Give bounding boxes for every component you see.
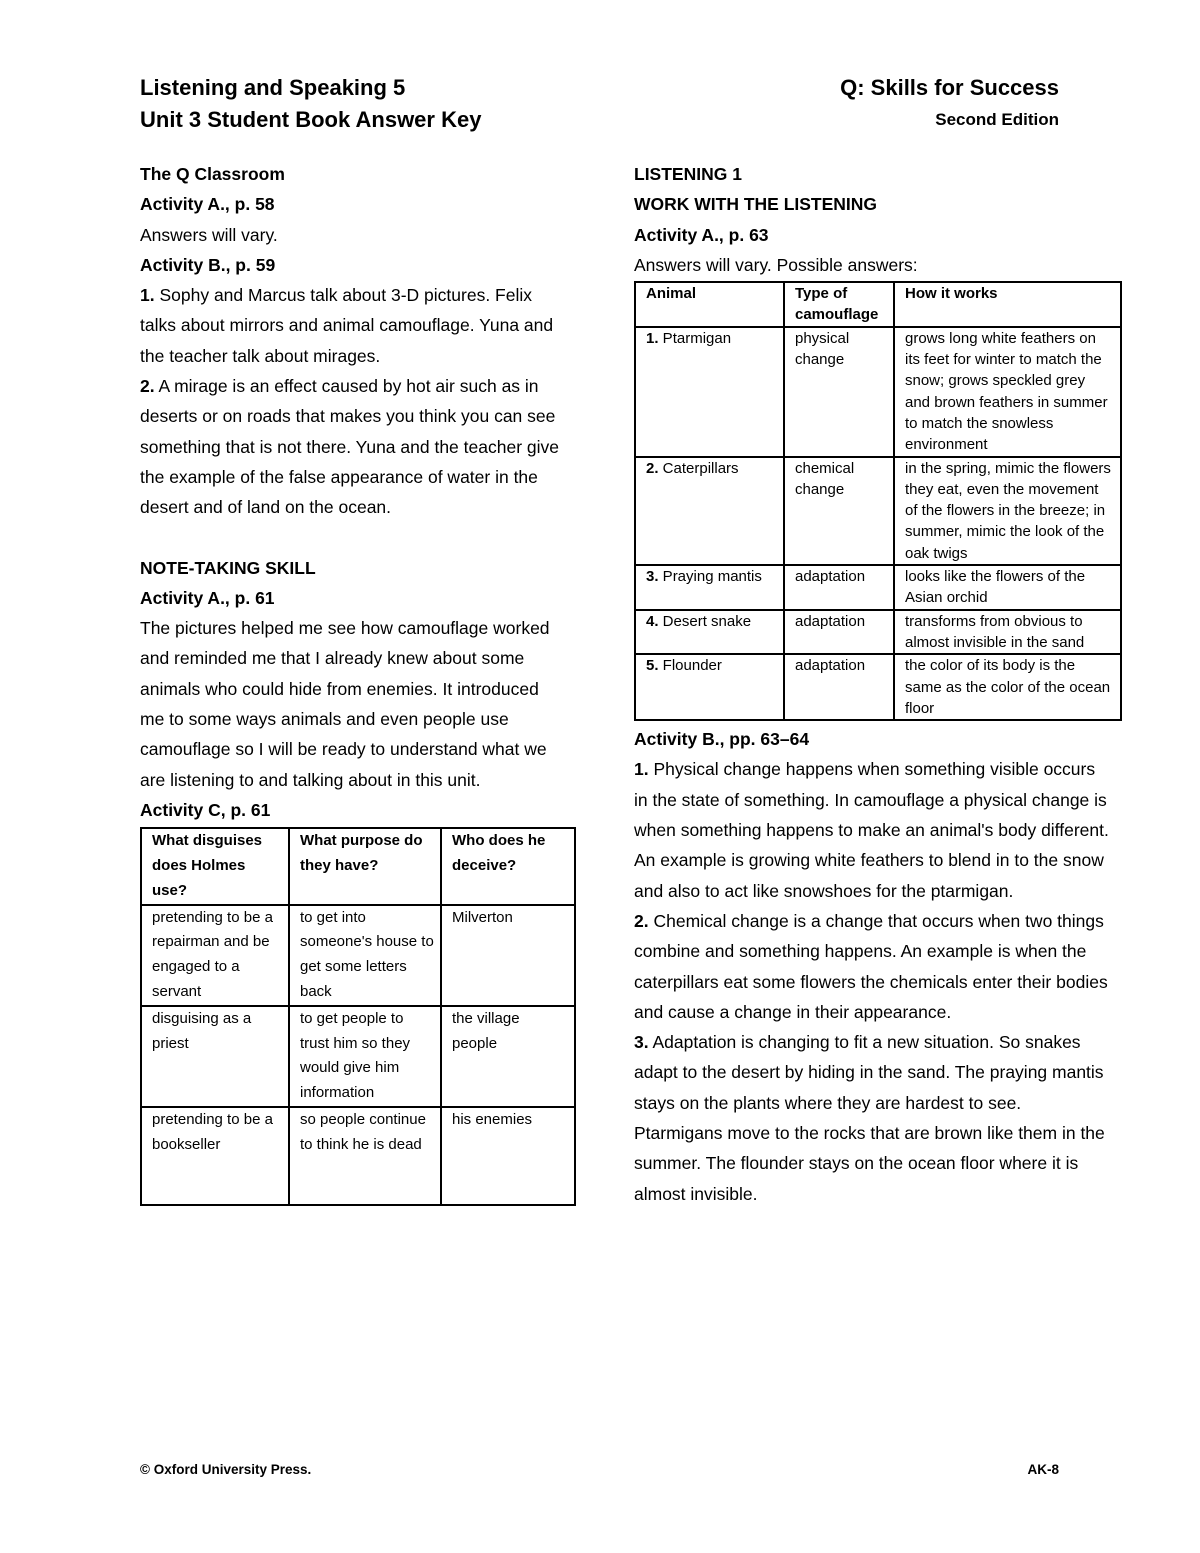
- section-heading-work-with-listening: WORK WITH THE LISTENING: [634, 194, 878, 215]
- table-header-cell: How it works: [894, 282, 1121, 327]
- answer-key-title: Unit 3 Student Book Answer Key: [140, 107, 482, 132]
- document-header-right: [840, 72, 1059, 136]
- activity-heading: Activity A., p. 63: [634, 224, 769, 245]
- table-header-cell: Animal: [635, 282, 784, 327]
- animal-camouflage-table: [634, 281, 1122, 721]
- left-column: [140, 159, 560, 1206]
- table-header-cell: What disguises does Holmes use?: [141, 828, 289, 904]
- table-cell: the village people: [441, 1006, 575, 1107]
- numbered-answer: [634, 1027, 1112, 1209]
- answer-text: Answers will vary.: [140, 224, 278, 245]
- document-header-left: [140, 72, 481, 136]
- answer-number: 3.: [634, 1032, 649, 1053]
- table-row: [141, 1006, 575, 1107]
- table-header-cell: Who does he deceive?: [441, 828, 575, 904]
- table-row: [141, 1107, 575, 1205]
- table-row: [635, 610, 1121, 655]
- table-cell-animal: 1. Ptarmigan: [635, 327, 784, 457]
- table-cell-how: the color of its body is the same as the color of the ocean floor: [894, 654, 1121, 720]
- answer-text: Adaptation is changing to fit a new situation. So snakes adapt to the desert by hiding in the sand. The praying mantis stays on the plants where they are hardest to see. Ptarmigans move to the rocks that are brown like them in the summer. The flounder stays on the ocean floor where it is almost invisible.: [634, 1032, 1105, 1204]
- section-heading-listening-1: LISTENING 1: [634, 164, 742, 184]
- table-row: [635, 457, 1121, 565]
- book-title: Listening and Speaking 5: [140, 75, 406, 100]
- answer-text: Sophy and Marcus talk about 3-D pictures. Felix talks about mirrors and animal camouflage. Yuna and the teacher talk about mirages.: [140, 285, 554, 366]
- series-title: Q: Skills for Success: [840, 75, 1059, 100]
- right-column: [634, 159, 1112, 1209]
- table-cell: so people continue to think he is dead: [289, 1107, 441, 1205]
- numbered-answer: [634, 906, 1112, 1027]
- table-cell-how: grows long white feathers on its feet for winter to match the snow; grows speckled grey and brown feathers in summer to match the snowless environment: [894, 327, 1121, 457]
- numbered-answer: [634, 754, 1112, 905]
- activity-heading: Activity C, p. 61: [140, 799, 271, 820]
- table-header-cell: Type of camouflage: [784, 282, 894, 327]
- table-cell-animal: 4. Desert snake: [635, 610, 784, 655]
- table-row: [635, 654, 1121, 720]
- table-cell: pretending to be a repairman and be engaged to a servant: [141, 905, 289, 1006]
- answer-text: Chemical change is a change that occurs when two things combine and something happens. An example is when the caterpillars eat some flowers the chemicals enter their bodies and cause a change in their appearance.: [634, 910, 1108, 1022]
- answer-number: 2.: [140, 376, 155, 397]
- table-cell: disguising as a priest: [141, 1006, 289, 1107]
- table-cell-animal: 3. Praying mantis: [635, 565, 784, 610]
- table-row: [635, 327, 1121, 457]
- table-row: [635, 565, 1121, 610]
- holmes-disguises-table: [140, 827, 576, 1206]
- answer-number: 2.: [634, 910, 649, 931]
- activity-heading: Activity A., p. 58: [140, 194, 275, 215]
- edition-label: Second Edition: [935, 110, 1059, 129]
- table-cell-how: transforms from obvious to almost invisible in the sand: [894, 610, 1121, 655]
- table-cell-type: physical change: [784, 327, 894, 457]
- table-cell-animal: 5. Flounder: [635, 654, 784, 720]
- activity-heading: Activity A., p. 61: [140, 587, 275, 608]
- copyright-footer: © Oxford University Press.: [140, 1462, 312, 1477]
- table-cell: Milverton: [441, 905, 575, 1006]
- table-cell-type: chemical change: [784, 457, 894, 565]
- table-header-cell: What purpose do they have?: [289, 828, 441, 904]
- table-cell-type: adaptation: [784, 654, 894, 720]
- answer-text: Answers will vary. Possible answers:: [634, 254, 918, 275]
- table-cell: his enemies: [441, 1107, 575, 1205]
- table-cell-type: adaptation: [784, 610, 894, 655]
- table-cell-how: looks like the flowers of the Asian orchid: [894, 565, 1121, 610]
- activity-heading: Activity B., p. 59: [140, 254, 276, 275]
- answer-text: A mirage is an effect caused by hot air such as in deserts or on roads that makes you think you can see something that is not there. Yuna and the teacher give the example of the false appearance of water in the desert and of land on the ocean.: [140, 376, 559, 518]
- table-cell: pretending to be a bookseller: [141, 1107, 289, 1205]
- activity-heading: Activity B., pp. 63–64: [634, 729, 810, 750]
- table-cell: to get people to trust him so they would give him information: [289, 1006, 441, 1107]
- answer-number: 1.: [634, 759, 649, 780]
- page-number: AK-8: [1027, 1462, 1059, 1477]
- table-cell-type: adaptation: [784, 565, 894, 610]
- numbered-answer: [140, 280, 560, 371]
- table-header-row: [141, 828, 575, 904]
- table-cell-animal: 2. Caterpillars: [635, 457, 784, 565]
- table-cell: to get into someone's house to get some letters back: [289, 905, 441, 1006]
- table-row: [141, 905, 575, 1006]
- answer-text: The pictures helped me see how camouflage worked and reminded me that I already knew about some animals who could hide from enemies. It introduced me to some ways animals and even people use camouflage so I will be ready to understand what we are listening to and talking about in this unit.: [140, 618, 550, 790]
- answer-text: Physical change happens when something visible occurs in the state of something. In camouflage a physical change is when something happens to make an animal's body different. An example is growing white feathers to blend in to the snow and also to act like snowshoes for the ptarmigan.: [634, 759, 1109, 901]
- section-heading-q-classroom: The Q Classroom: [140, 164, 285, 184]
- numbered-answer: [140, 371, 560, 522]
- table-cell-how: in the spring, mimic the flowers they eat, even the movement of the flowers in the breeze; in summer, mimic the look of the oak twigs: [894, 457, 1121, 565]
- section-heading-note-taking: NOTE-TAKING SKILL: [140, 557, 316, 578]
- answer-number: 1.: [140, 285, 155, 306]
- table-header-row: [635, 282, 1121, 327]
